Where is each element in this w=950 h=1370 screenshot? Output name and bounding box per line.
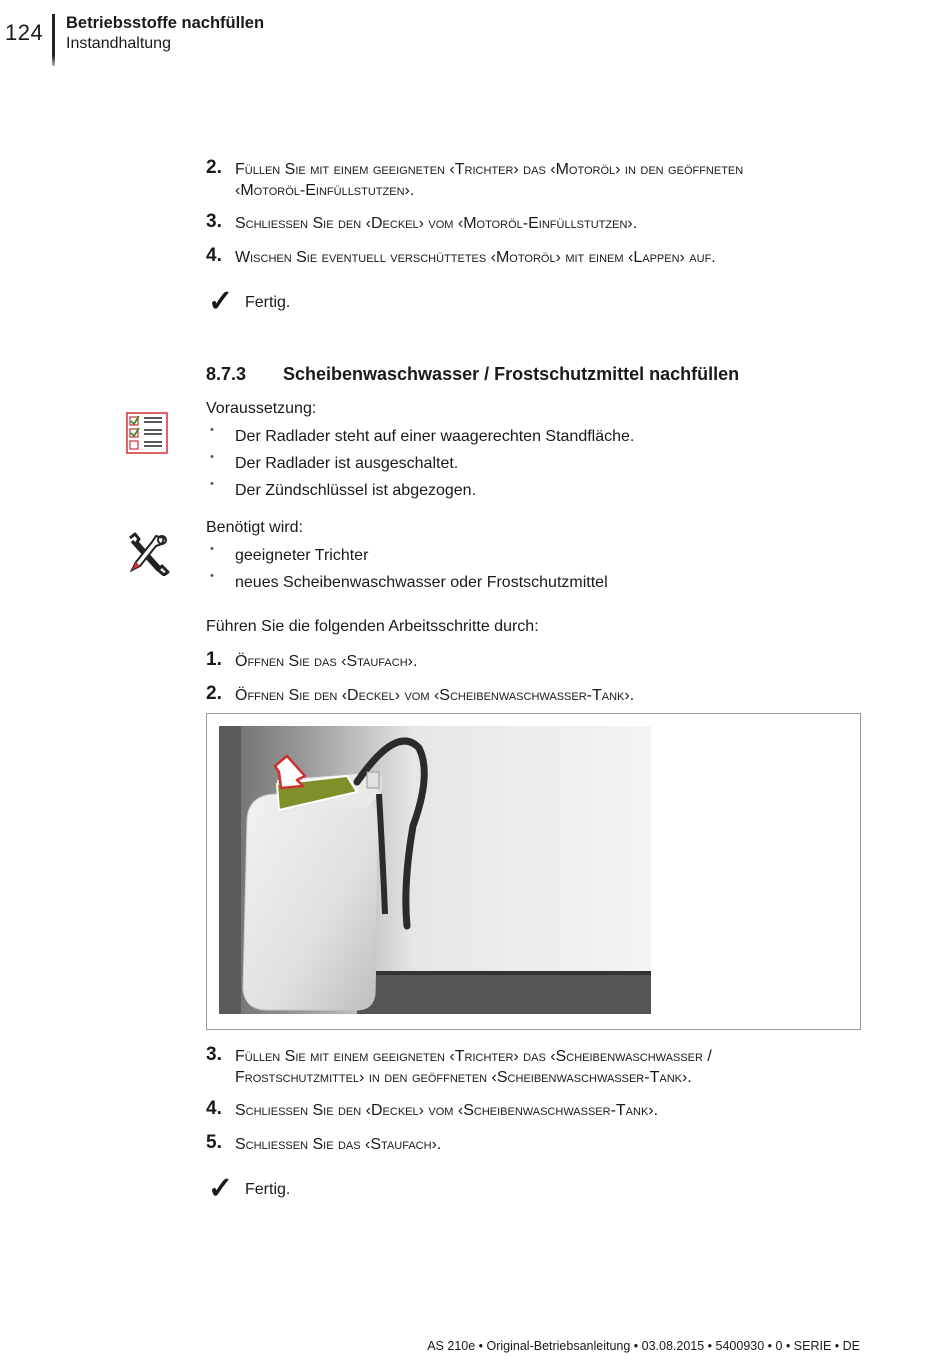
list-item-text: Der Zündschlüssel ist abgezogen.	[235, 482, 477, 499]
step-text: Schließen Sie den ‹Deckel› vom ‹Scheibenwaschwasser-Tank›.	[235, 1102, 659, 1119]
step-text: ‹Motoröl-Einfüllstutzen›.	[235, 182, 415, 199]
list-item-text: Der Radlader steht auf einer waagerechten Standfläche.	[235, 428, 635, 445]
step-number: 4.	[206, 245, 222, 266]
footer: AS 210e • Original-Betriebsanleitung • 03.08.2015 • 5400930 • 0 • SERIE • DE	[427, 1339, 860, 1353]
checkmark-icon: ✓	[208, 1172, 234, 1205]
section-number: 8.7.3	[206, 364, 247, 384]
instruction-intro: Führen Sie die folgenden Arbeitsschritte durch:	[206, 618, 539, 635]
step-number: 4.	[206, 1098, 222, 1119]
step-number: 1.	[206, 649, 222, 670]
step-number: 5.	[206, 1132, 222, 1153]
list-item-text: geeigneter Trichter	[235, 547, 369, 564]
step-number: 2.	[206, 157, 222, 178]
bullet-dot: •	[210, 570, 214, 582]
done-label: Fertig.	[245, 294, 291, 311]
header-divider	[52, 14, 55, 66]
step-text: Füllen Sie mit einem geeigneten ‹Trichter› das ‹Scheibenwaschwasser /	[235, 1048, 712, 1065]
figure-frame	[206, 713, 861, 1030]
bullet-dot: •	[210, 478, 214, 490]
bullet-dot: •	[210, 543, 214, 555]
step-text: Schließen Sie das ‹Staufach›.	[235, 1136, 442, 1153]
page-number: 124	[5, 20, 44, 45]
step-number: 3.	[206, 1044, 222, 1065]
done-label: Fertig.	[245, 1181, 291, 1198]
step-text: Wischen Sie eventuell verschüttetes ‹Motoröl› mit einem ‹Lappen› auf.	[235, 249, 716, 266]
header-subtitle: Instandhaltung	[66, 35, 171, 52]
step-text: Schließen Sie den ‹Deckel› vom ‹Motoröl-Einfüllstutzen›.	[235, 215, 638, 232]
needed-heading: Benötigt wird:	[206, 519, 303, 536]
washer-tank-photo	[207, 714, 860, 1029]
header-title: Betriebsstoffe nachfüllen	[66, 14, 265, 32]
step-number: 3.	[206, 211, 222, 232]
step-text: Öffnen Sie den ‹Deckel› vom ‹Scheibenwaschwasser-Tank›.	[235, 687, 635, 704]
section-title: Scheibenwaschwasser / Frostschutzmittel nachfüllen	[283, 364, 740, 384]
checklist-icon	[126, 412, 168, 454]
checkmark-icon: ✓	[208, 285, 234, 318]
step-text: Frostschutzmittel› in den geöffneten ‹Scheibenwaschwasser-Tank›.	[235, 1069, 692, 1086]
list-item-text: neues Scheibenwaschwasser oder Frostschutzmittel	[235, 574, 608, 591]
prereq-heading: Voraussetzung:	[206, 400, 317, 417]
bullet-dot: •	[210, 451, 214, 463]
tools-icon	[126, 532, 170, 576]
list-item-text: Der Radlader ist ausgeschaltet.	[235, 455, 459, 472]
step-text: Füllen Sie mit einem geeigneten ‹Trichter› das ‹Motoröl› in den geöffneten	[235, 161, 744, 178]
bullet-dot: •	[210, 424, 214, 436]
step-number: 2.	[206, 683, 222, 704]
step-text: Öffnen Sie das ‹Staufach›.	[235, 653, 418, 670]
